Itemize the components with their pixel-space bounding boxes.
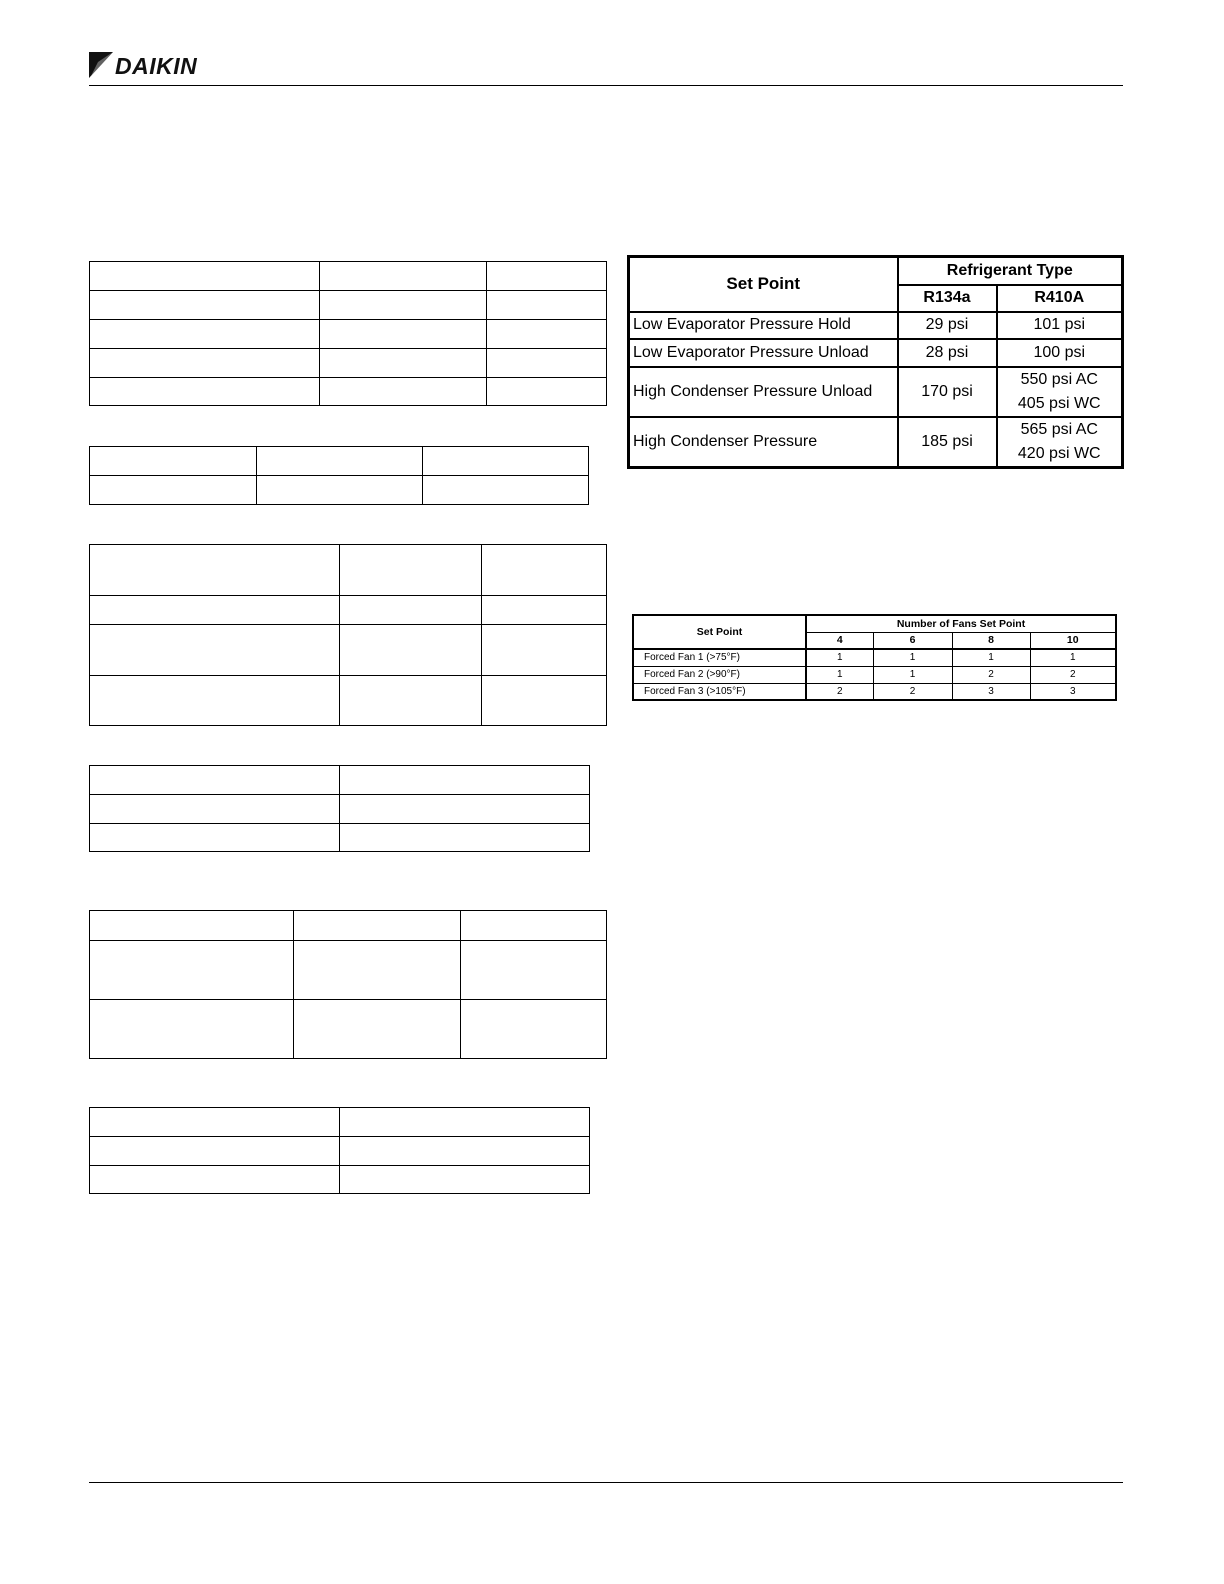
table-cell bbox=[90, 625, 340, 676]
col-header-r410a: R410A bbox=[997, 285, 1123, 312]
r410a-ac-value: 565 psi AC bbox=[1020, 420, 1098, 438]
table-cell bbox=[423, 447, 589, 476]
table-cell bbox=[320, 291, 487, 320]
set-point-header: Set Point bbox=[629, 257, 898, 312]
table-cell: 3 bbox=[1030, 683, 1116, 700]
r410a-ac-value: 550 psi AC bbox=[1020, 370, 1098, 388]
r134a-value: 29 psi bbox=[898, 312, 997, 339]
table-cell bbox=[90, 1108, 340, 1137]
footer-rule bbox=[89, 1482, 1123, 1483]
empty-table-6 bbox=[89, 1107, 590, 1194]
table-cell bbox=[487, 262, 607, 291]
col-header-fans-8: 8 bbox=[952, 632, 1030, 649]
table-cell bbox=[423, 476, 589, 505]
table-cell bbox=[340, 795, 590, 824]
table-cell: 2 bbox=[1030, 666, 1116, 683]
table-cell bbox=[90, 676, 340, 726]
number-of-fans-header: Number of Fans Set Point bbox=[806, 615, 1116, 632]
row-label: Low Evaporator Pressure Hold bbox=[629, 312, 898, 339]
table-cell: 1 bbox=[806, 649, 873, 666]
table-cell bbox=[90, 766, 340, 795]
table-cell bbox=[482, 596, 607, 625]
table-cell: 1 bbox=[952, 649, 1030, 666]
header-rule bbox=[89, 85, 1123, 86]
table-cell: 1 bbox=[873, 649, 952, 666]
table-cell bbox=[340, 676, 482, 726]
table-cell bbox=[340, 1166, 590, 1194]
table-row bbox=[629, 367, 1123, 417]
table-cell bbox=[90, 349, 320, 378]
table-cell: 2 bbox=[952, 666, 1030, 683]
table-cell bbox=[90, 824, 340, 852]
table-cell bbox=[461, 1000, 607, 1059]
table-cell bbox=[320, 349, 487, 378]
table-cell bbox=[340, 1108, 590, 1137]
col-header-fans-6: 6 bbox=[873, 632, 952, 649]
table-cell: 1 bbox=[1030, 649, 1116, 666]
table-cell bbox=[487, 378, 607, 406]
r134a-value: 185 psi bbox=[898, 417, 997, 468]
r410a-value: 100 psi bbox=[997, 339, 1123, 367]
table-cell bbox=[294, 941, 461, 1000]
table-cell bbox=[340, 1137, 590, 1166]
table-cell bbox=[340, 625, 482, 676]
r134a-value: 28 psi bbox=[898, 339, 997, 367]
table-cell bbox=[482, 545, 607, 596]
table-row bbox=[633, 683, 1116, 700]
r410a-value: 101 psi bbox=[997, 312, 1123, 339]
col-header-r134a: R134a bbox=[898, 285, 997, 312]
table-cell bbox=[90, 378, 320, 406]
brand-wordmark: DAIKIN bbox=[115, 53, 198, 79]
table-cell bbox=[257, 447, 423, 476]
table-row bbox=[629, 339, 1123, 367]
table-cell bbox=[340, 596, 482, 625]
empty-table-1 bbox=[89, 261, 607, 406]
table-cell bbox=[257, 476, 423, 505]
row-label: High Condenser Pressure Unload bbox=[629, 367, 898, 417]
col-header-fans-4: 4 bbox=[806, 632, 873, 649]
fans-set-point-header: Set Point bbox=[633, 615, 806, 649]
logo-mark-icon bbox=[89, 52, 113, 78]
table-cell bbox=[294, 1000, 461, 1059]
table-cell bbox=[90, 941, 294, 1000]
table-cell bbox=[90, 291, 320, 320]
table-cell: 2 bbox=[806, 683, 873, 700]
empty-table-3 bbox=[89, 544, 607, 726]
table-cell bbox=[320, 320, 487, 349]
table-cell bbox=[482, 625, 607, 676]
table-cell bbox=[461, 911, 607, 941]
r410a-value-pair bbox=[997, 367, 1123, 417]
table-cell bbox=[320, 262, 487, 291]
table-cell bbox=[320, 378, 487, 406]
table-cell bbox=[482, 676, 607, 726]
table-row bbox=[629, 312, 1123, 339]
r410a-value-pair bbox=[997, 417, 1123, 468]
refrigerant-type-header: Refrigerant Type bbox=[898, 257, 1123, 285]
empty-table-5 bbox=[89, 910, 607, 1059]
empty-table-2 bbox=[89, 446, 589, 505]
table-cell bbox=[90, 1137, 340, 1166]
row-label: Forced Fan 3 (>105°F) bbox=[633, 683, 806, 700]
table-cell: 1 bbox=[806, 666, 873, 683]
table-cell bbox=[90, 1000, 294, 1059]
table-cell: 2 bbox=[873, 683, 952, 700]
r410a-wc-value: 420 psi WC bbox=[1017, 444, 1101, 462]
row-label: High Condenser Pressure bbox=[629, 417, 898, 468]
table-cell bbox=[90, 320, 320, 349]
table-cell bbox=[90, 476, 257, 505]
table-cell bbox=[487, 349, 607, 378]
r410a-wc-value: 405 psi WC bbox=[1017, 394, 1101, 412]
table-row bbox=[633, 649, 1116, 666]
daikin-logo bbox=[89, 52, 229, 80]
table-cell bbox=[90, 795, 340, 824]
empty-table-4 bbox=[89, 765, 590, 852]
table-cell bbox=[90, 596, 340, 625]
table-cell bbox=[90, 1166, 340, 1194]
table-cell bbox=[90, 262, 320, 291]
table-cell bbox=[90, 545, 340, 596]
table-row bbox=[633, 666, 1116, 683]
table-cell bbox=[90, 447, 257, 476]
table-cell: 3 bbox=[952, 683, 1030, 700]
table-cell bbox=[487, 320, 607, 349]
refrigerant-setpoint-table bbox=[627, 255, 1124, 469]
table-row bbox=[629, 417, 1123, 468]
table-cell bbox=[294, 911, 461, 941]
table-cell bbox=[90, 911, 294, 941]
table-cell bbox=[461, 941, 607, 1000]
table-cell: 1 bbox=[873, 666, 952, 683]
row-label: Forced Fan 1 (>75°F) bbox=[633, 649, 806, 666]
row-label: Forced Fan 2 (>90°F) bbox=[633, 666, 806, 683]
col-header-fans-10: 10 bbox=[1030, 632, 1116, 649]
fans-setpoint-table bbox=[632, 614, 1117, 701]
table-cell bbox=[340, 824, 590, 852]
r134a-value: 170 psi bbox=[898, 367, 997, 417]
table-cell bbox=[340, 545, 482, 596]
row-label: Low Evaporator Pressure Unload bbox=[629, 339, 898, 367]
table-cell bbox=[340, 766, 590, 795]
table-cell bbox=[487, 291, 607, 320]
